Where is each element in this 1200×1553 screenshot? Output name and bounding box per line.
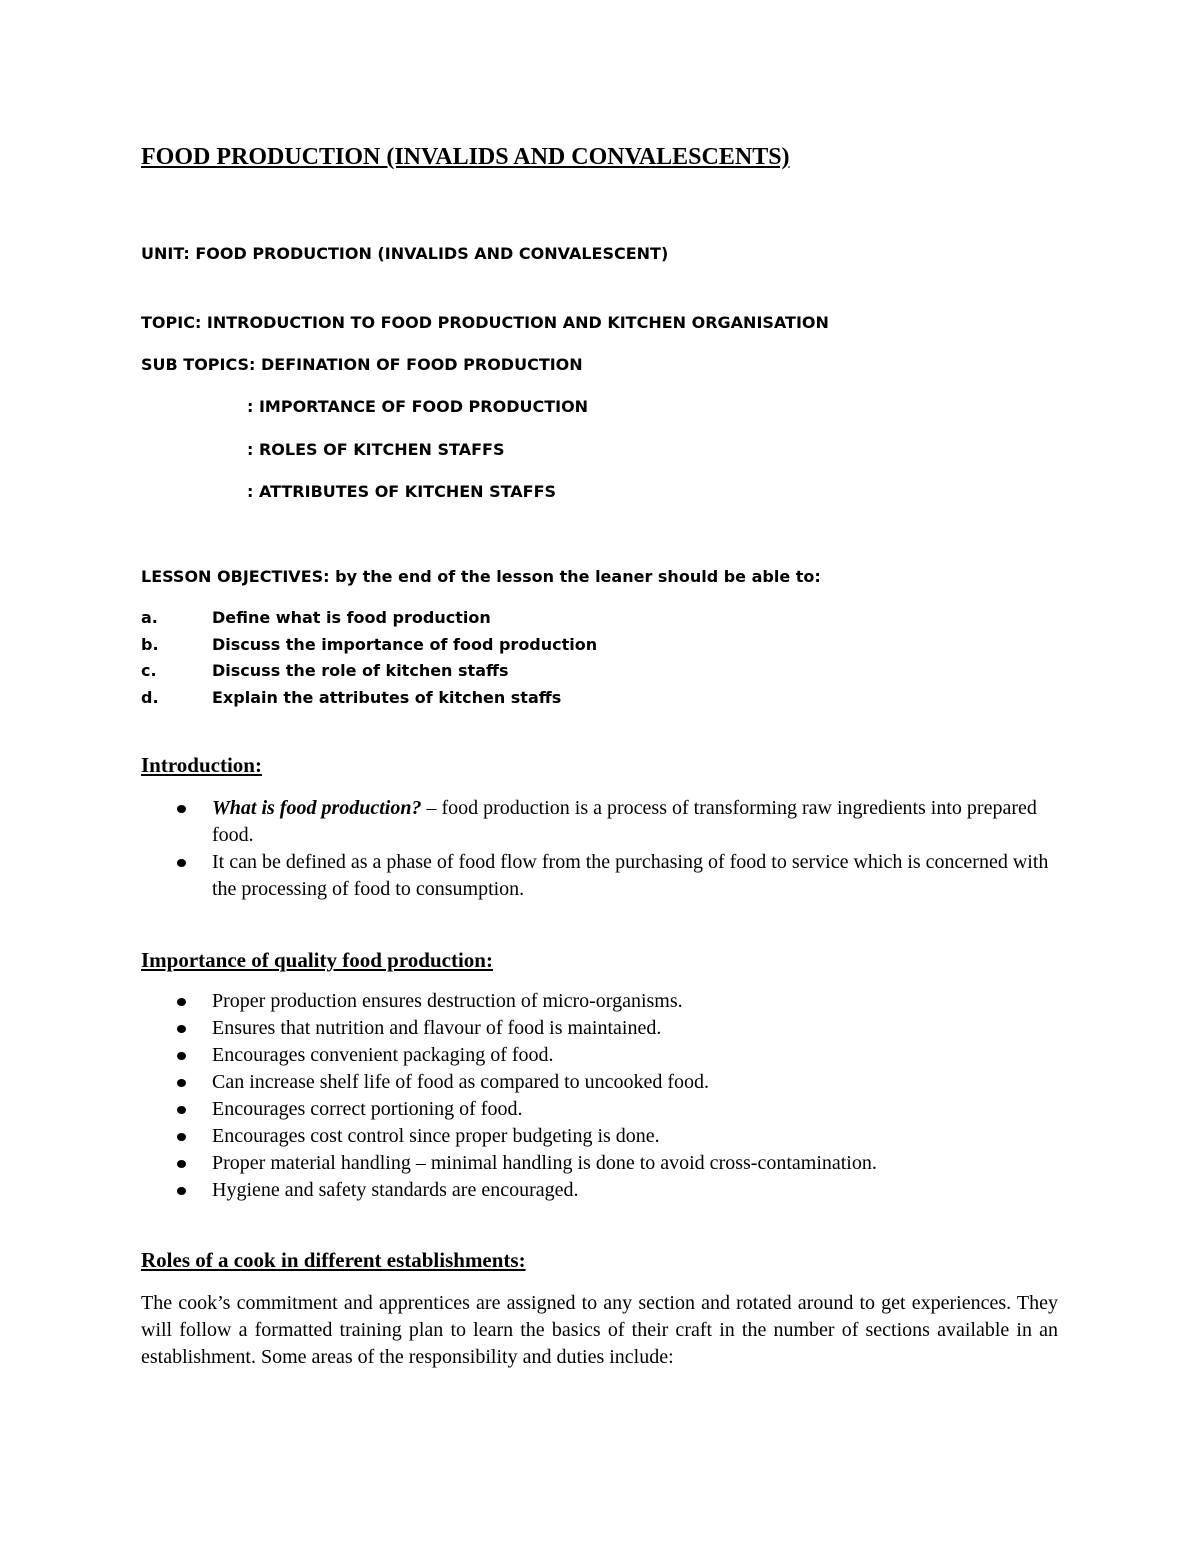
introduction-heading: Introduction: (141, 753, 262, 777)
objective-item (141, 605, 597, 632)
objective-item (141, 658, 597, 685)
objective-text: Explain the attributes of kitchen staffs (212, 687, 562, 707)
introduction-list (141, 795, 1066, 903)
objective-item (141, 685, 597, 712)
list-item-text: Ensures that nutrition and flavour of food is maintained. (212, 1017, 662, 1039)
objective-text: Define what is food production (212, 608, 491, 627)
document-title: FOOD PRODUCTION (INVALIDS AND CONVALESCENTS) (141, 144, 790, 170)
bullet-icon (177, 998, 186, 1006)
topic-line: TOPIC: INTRODUCTION TO FOOD PRODUCTION AND KITCHEN ORGANISATION (141, 313, 829, 332)
list-item (141, 1150, 1066, 1177)
list-item-text: It can be defined as a phase of food flow from the purchasing of food to service which is concerned with the processing of food to consumption. (212, 851, 1049, 900)
list-item-text: Hygiene and safety standards are encouraged. (212, 1179, 579, 1201)
bullet-icon (177, 1133, 186, 1141)
bullet-icon (177, 1106, 186, 1114)
bullet-icon (177, 1160, 186, 1168)
objective-marker: b. (141, 634, 159, 654)
roles-paragraph: The cook’s commitment and apprentices are assigned to any section and rotated around to get experiences. They will follow a formatted training plan to learn the basics of their craft in the number of sections available in an establishment. Some areas of the responsibility and duties include: (141, 1292, 1058, 1369)
sub-topic-item: : ATTRIBUTES OF KITCHEN STAFFS (247, 482, 557, 501)
bullet-icon (177, 1187, 186, 1195)
bullet-icon (177, 1052, 186, 1060)
objectives-list (141, 605, 597, 711)
roles-heading: Roles of a cook in different establishments: (141, 1248, 526, 1272)
list-item (141, 988, 1066, 1015)
list-item-text: Proper production ensures destruction of micro-organisms. (212, 990, 683, 1012)
list-item (141, 795, 1066, 849)
sub-topic-item: : ROLES OF KITCHEN STAFFS (247, 440, 505, 459)
list-item-text: Encourages cost control since proper budgeting is done. (212, 1125, 660, 1147)
bullet-icon (177, 1079, 186, 1087)
objective-text: Discuss the role of kitchen staffs (212, 661, 509, 680)
objective-item (141, 632, 597, 659)
answer-text: – food production is a process of transforming raw ingredients into prepared food. (212, 797, 1037, 846)
bullet-icon (177, 805, 186, 813)
importance-heading: Importance of quality food production: (141, 948, 493, 972)
objective-marker: a. (141, 608, 158, 627)
list-item (141, 1096, 1066, 1123)
objective-marker: d. (141, 687, 159, 707)
objective-text: Discuss the importance of food production (212, 634, 598, 654)
sub-topic-item: : IMPORTANCE OF FOOD PRODUCTION (247, 397, 589, 416)
list-item-text: Encourages correct portioning of food. (212, 1098, 523, 1120)
list-item-text: Proper material handling – minimal handling is done to avoid cross-contamination. (212, 1152, 877, 1174)
list-item-text: Encourages convenient packaging of food. (212, 1044, 554, 1066)
list-item (141, 1069, 1066, 1096)
sub-topics-line: SUB TOPICS: DEFINATION OF FOOD PRODUCTION (141, 355, 583, 374)
bullet-icon (177, 859, 186, 867)
lesson-objectives-intro: LESSON OBJECTIVES: by the end of the lesson the leaner should be able to: (141, 567, 821, 586)
list-item (141, 1015, 1066, 1042)
importance-list (141, 988, 1066, 1204)
list-item (141, 1177, 1066, 1204)
list-item (141, 1042, 1066, 1069)
bullet-icon (177, 1025, 186, 1033)
unit-line: UNIT: FOOD PRODUCTION (INVALIDS AND CONVALESCENT) (141, 244, 669, 263)
list-item (141, 1123, 1066, 1150)
list-item (141, 849, 1066, 903)
question-text: What is food production? (212, 797, 422, 819)
list-item-text: Can increase shelf life of food as compared to uncooked food. (212, 1071, 710, 1093)
objective-marker: c. (141, 661, 157, 680)
